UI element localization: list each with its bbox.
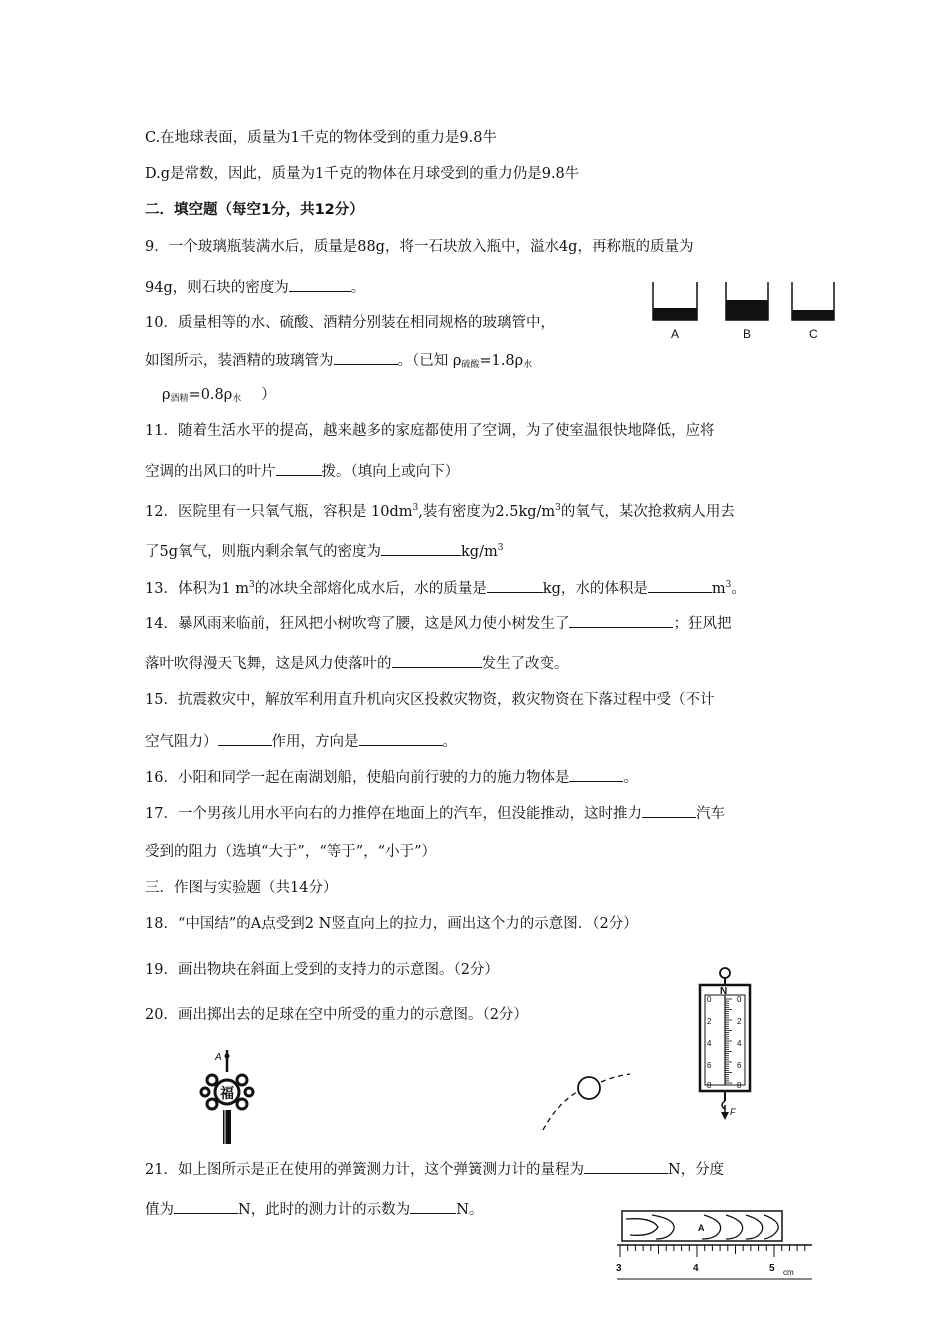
- tick-left-4: 4: [707, 1039, 712, 1048]
- answer-blank[interactable]: [487, 577, 543, 593]
- tube-label-c: C: [809, 327, 818, 341]
- answer-blank[interactable]: [289, 276, 351, 292]
- q10-line2: 如图所示，装酒精的玻璃管为 。（已知 $\rho_{硫酸}=1.8\rho_水$: [145, 349, 532, 375]
- tube-a-liquid: [653, 308, 697, 320]
- answer-blank[interactable]: [381, 540, 461, 556]
- q9-line1: 9．一个玻璃瓶装满水后，质量是88g，将一石块放入瓶中，溢水4g，再称瓶的质量为: [145, 239, 694, 255]
- answer-blank[interactable]: [584, 1158, 668, 1174]
- section-2-heading: 二．填空题（每空1分，共12分）: [145, 202, 364, 218]
- tube-b-liquid: [726, 300, 768, 320]
- answer-blank[interactable]: [569, 766, 623, 782]
- tick-right-0: 0: [737, 995, 742, 1004]
- ruler-label-5: 5: [769, 1263, 775, 1274]
- q10-line1: 10．质量相等的水、硫酸、酒精分别装在相同规格的玻璃管中，: [145, 315, 555, 331]
- tick-left-2: 2: [707, 1017, 712, 1026]
- q17-line2: 受到的阻力（选填“大于”，“等于”，“小于”）: [145, 844, 436, 860]
- force-label: F: [730, 1107, 736, 1117]
- q13-line: 13．体积为1 $m^3$的冰块全部熔化成水后，水的质量是 kg，水的体积是 $m^3$。: [145, 575, 746, 599]
- knot-center-char: 福: [220, 1085, 234, 1101]
- football: [578, 1077, 600, 1099]
- q10-line3: $\rho_{酒精}=0.8\rho_水$ ）: [162, 387, 276, 404]
- q12-line2: 了5g氧气，则瓶内剩余氧气的密度为 $kg/m^3$: [145, 538, 503, 562]
- tick-right-6: 6: [737, 1061, 742, 1070]
- answer-blank[interactable]: [642, 802, 696, 818]
- section-3-heading: 三．作图与实验题（共14分）: [145, 880, 338, 896]
- q11-line1: 11．随着生活水平的提高，越来越多的家庭都使用了空调，为了使室温很快地降低，应将: [145, 423, 715, 439]
- q16-line: 16．小阳和同学一起在南湖划船，使船向前行驶的力的施力物体是 。: [145, 766, 638, 788]
- answer-blank[interactable]: [648, 577, 712, 593]
- q14-line1: 14．暴风雨来临前，狂风把小树吹弯了腰，这是风力使小树发生了 ；狂风把: [145, 612, 731, 634]
- answer-blank[interactable]: [174, 1198, 238, 1214]
- q20-line: 20．画出掷出去的足球在空中所受的重力的示意图。（2分）: [145, 1007, 528, 1023]
- answer-blank[interactable]: [334, 349, 398, 365]
- tick-left-8: 8: [707, 1081, 712, 1090]
- answer-blank[interactable]: [392, 652, 482, 668]
- answer-blank[interactable]: [569, 612, 673, 628]
- q19-line: 19．画出物块在斜面上受到的支持力的示意图。（2分）: [145, 962, 499, 978]
- scale-unit-label: N: [720, 986, 728, 997]
- ruler-figure: [612, 1205, 817, 1287]
- option-d: D.g是常数，因此，质量为1千克的物体在月球受到的重力仍是9.8牛: [145, 166, 580, 182]
- spring-scale-figure: [695, 965, 755, 1120]
- block-label: A: [698, 1223, 705, 1233]
- tick-left-0: 0: [707, 995, 712, 1004]
- answer-blank[interactable]: [276, 460, 322, 476]
- tubes-figure: [650, 280, 840, 342]
- q17-line1: 17．一个男孩儿用水平向右的力推停在地面上的汽车，但没能推动，这时推力 汽车: [145, 802, 725, 824]
- ruler-label-4: 4: [693, 1263, 699, 1274]
- ruler-unit: cm: [783, 1268, 794, 1277]
- q15-line1: 15．抗震救灾中，解放军利用直升机向灾区投救灾物资，救灾物资在下落过程中受（不计: [145, 692, 715, 708]
- q21-line2: 值为 N，此时的测力计的示数为 N。: [145, 1198, 483, 1220]
- point-a-label: A: [215, 1052, 222, 1063]
- chinese-knot-figure: [195, 1048, 265, 1146]
- option-c: C.在地球表面，质量为1千克的物体受到的重力是9.8牛: [145, 130, 497, 146]
- q21-line1: 21．如上图所示是正在使用的弹簧测力计，这个弹簧测力计的量程为 N，分度: [145, 1158, 724, 1180]
- q18-line: 18．“中国结”的A点受到2 N竖直向上的拉力，画出这个力的示意图．（2分）: [145, 916, 638, 932]
- tube-label-a: A: [671, 327, 680, 341]
- q12-line1: 12．医院里有一只氧气瓶，容积是 $10dm^3$,装有密度为$2.5kg/m^3$的氧气，某次抢救病人用去: [145, 503, 735, 520]
- tick-right-2: 2: [737, 1017, 742, 1026]
- q14-line2: 落叶吹得漫天飞舞，这是风力使落叶的 发生了改变。: [145, 652, 569, 674]
- q9-line2: 94g，则石块的密度为 。: [145, 276, 365, 298]
- force-arrow: [721, 1112, 729, 1120]
- q11-line2: 空调的出风口的叶片 拨。（填向上或向下）: [145, 460, 459, 482]
- tick-right-4: 4: [737, 1039, 742, 1048]
- tick-right-8: 8: [737, 1081, 742, 1090]
- football-figure: [535, 1064, 635, 1134]
- answer-blank[interactable]: [359, 730, 443, 746]
- ruler-label-3: 3: [616, 1263, 622, 1274]
- tube-label-b: B: [743, 327, 752, 341]
- tube-c-liquid: [792, 310, 834, 320]
- q15-line2: 空气阻力） 作用，方向是 。: [145, 730, 457, 752]
- answer-blank[interactable]: [218, 730, 272, 746]
- answer-blank[interactable]: [410, 1198, 456, 1214]
- tick-left-6: 6: [707, 1061, 712, 1070]
